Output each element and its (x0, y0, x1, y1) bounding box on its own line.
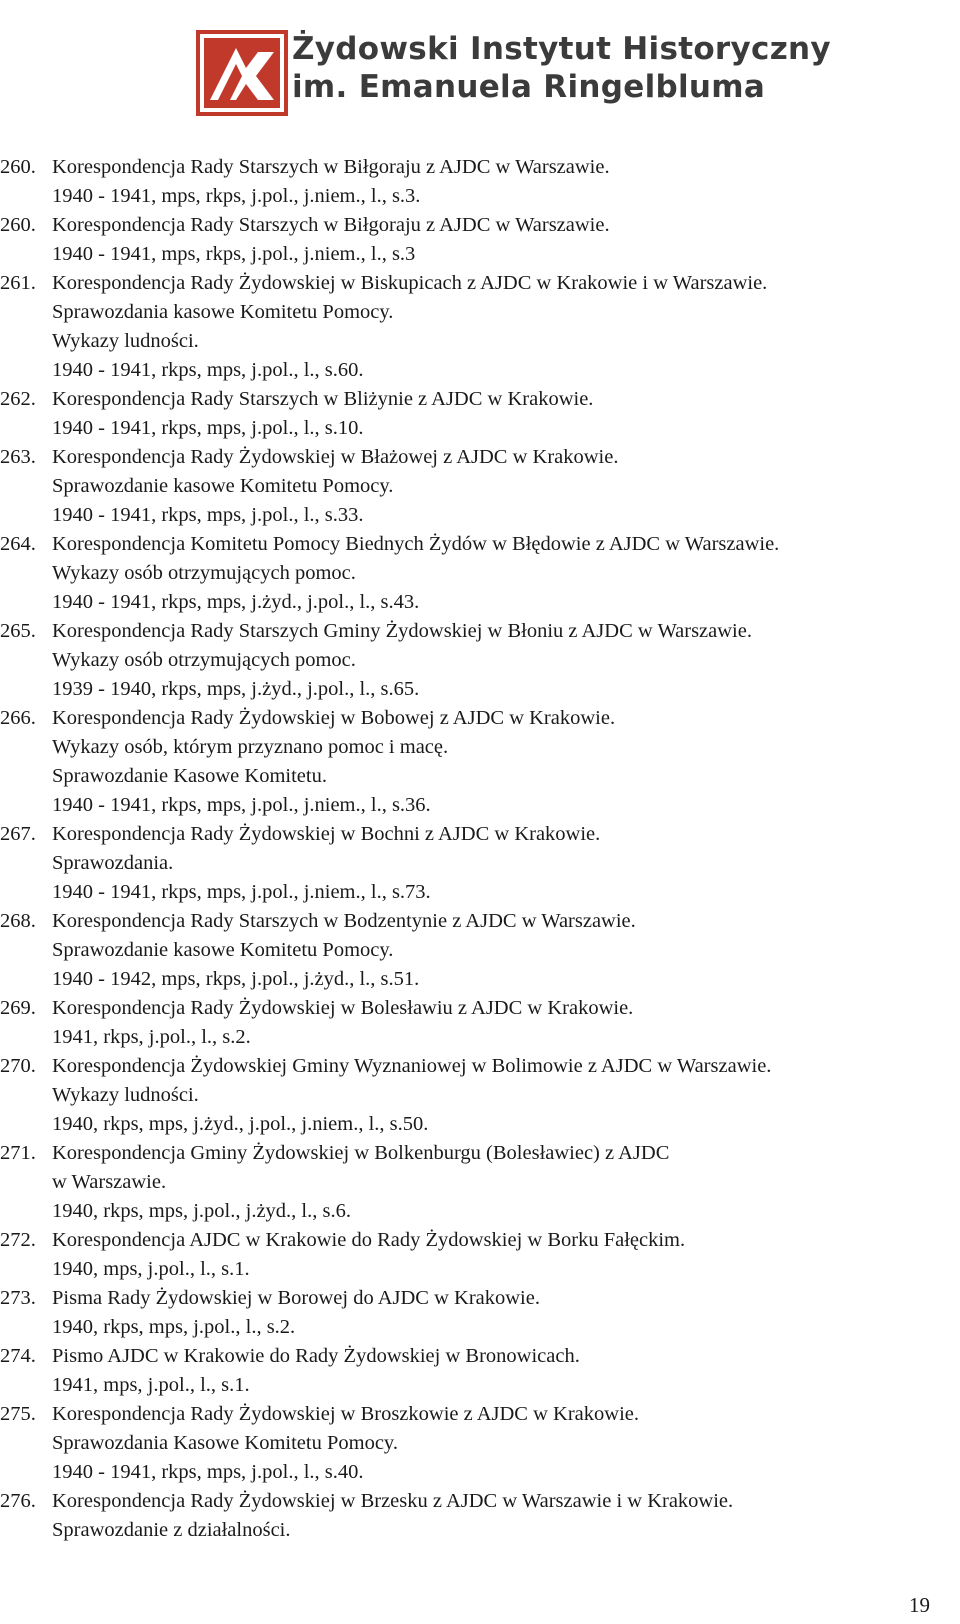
page-number: 19 (909, 1593, 930, 1617)
entry-number: 275. (0, 1403, 36, 1425)
entry-detail-line: 1940, mps, j.pol., l., s.1. (52, 1258, 250, 1280)
entry-number: 265. (0, 620, 36, 642)
entry-detail-line: 1940 - 1941, rkps, mps, j.pol., l., s.60. (52, 359, 364, 381)
catalog-entry (0, 269, 950, 385)
entry-title: Korespondencja Rady Żydowskiej w Broszkowie z AJDC w Krakowie. (52, 1403, 639, 1425)
entry-detail-line: Sprawozdania. (52, 852, 174, 874)
catalog-entry (0, 385, 950, 443)
entry-number: 273. (0, 1287, 36, 1309)
page-header (196, 30, 831, 120)
institute-logo-icon (196, 30, 288, 116)
entry-number: 261. (0, 272, 36, 294)
institute-name-line2: im. Emanuela Ringelbluma (292, 69, 766, 105)
entry-detail-line: Wykazy osób otrzymujących pomoc. (52, 562, 356, 584)
catalog-entry (0, 530, 950, 617)
entry-number: 267. (0, 823, 36, 845)
catalog-entry (0, 994, 950, 1052)
entry-number: 268. (0, 910, 36, 932)
entry-title: Korespondencja Rady Starszych w Biłgoraju z AJDC w Warszawie. (52, 214, 610, 236)
institute-name (292, 30, 831, 106)
catalog-entry (0, 1052, 950, 1139)
entry-number: 269. (0, 997, 36, 1019)
entry-title: Korespondencja AJDC w Krakowie do Rady Żydowskiej w Borku Fałęckim. (52, 1229, 686, 1251)
entry-title: Korespondencja Żydowskiej Gminy Wyznaniowej w Bolimowie z AJDC w Warszawie. (52, 1055, 772, 1077)
catalog-entry (0, 907, 950, 994)
entry-detail-line: Sprawozdanie Kasowe Komitetu. (52, 765, 327, 787)
catalog-entry (0, 1226, 950, 1284)
entry-detail-line: 1940 - 1941, rkps, mps, j.żyd., j.pol., l., s.43. (52, 591, 420, 613)
catalog-entry (0, 1139, 950, 1226)
entry-detail-line: Sprawozdania kasowe Komitetu Pomocy. (52, 301, 394, 323)
entry-detail-line: Wykazy ludności. (52, 330, 199, 352)
entry-title: Korespondencja Gminy Żydowskiej w Bolkenburgu (Bolesławiec) z AJDC (52, 1142, 670, 1164)
entry-number: 262. (0, 388, 36, 410)
entry-detail-line: w Warszawie. (52, 1171, 167, 1193)
entry-title: Korespondencja Rady Żydowskiej w Bobowej z AJDC w Krakowie. (52, 707, 616, 729)
entry-number: 270. (0, 1055, 36, 1077)
entry-title: Korespondencja Rady Żydowskiej w Błażowej z AJDC w Krakowie. (52, 446, 619, 468)
catalog-entry (0, 1487, 950, 1545)
entry-title: Korespondencja Rady Żydowskiej w Bolesławiu z AJDC w Krakowie. (52, 997, 634, 1019)
entry-title: Korespondencja Rady Starszych w Bliżynie z AJDC w Krakowie. (52, 388, 594, 410)
entry-number: 266. (0, 707, 36, 729)
entry-detail-line: 1941, mps, j.pol., l., s.1. (52, 1374, 250, 1396)
catalog-entry (0, 443, 950, 530)
catalog-entry (0, 617, 950, 704)
institute-name-line1: Żydowski Instytut Historyczny (292, 31, 831, 67)
entry-number: 260. (0, 156, 36, 178)
entry-detail-line: Wykazy osób, którym przyznano pomoc i macę. (52, 736, 449, 758)
entry-title: Korespondencja Rady Żydowskiej w Brzesku z AJDC w Warszawie i w Krakowie. (52, 1490, 734, 1512)
entry-number: 272. (0, 1229, 36, 1251)
entry-number: 263. (0, 446, 36, 468)
entry-detail-line: 1940, rkps, mps, j.pol., j.żyd., l., s.6. (52, 1200, 351, 1222)
entry-detail-line: Sprawozdania Kasowe Komitetu Pomocy. (52, 1432, 398, 1454)
entry-detail-line: Wykazy osób otrzymujących pomoc. (52, 649, 356, 671)
entry-number: 274. (0, 1345, 36, 1367)
entry-detail-line: 1940 - 1941, rkps, mps, j.pol., l., s.10. (52, 417, 364, 439)
catalog-entry (0, 1342, 950, 1400)
entry-number: 271. (0, 1142, 36, 1164)
catalog-entry (0, 820, 950, 907)
entry-title: Korespondencja Rady Żydowskiej w Bochni z AJDC w Krakowie. (52, 823, 601, 845)
catalog-entry (0, 1400, 950, 1487)
entry-detail-line: 1940 - 1941, rkps, mps, j.pol., j.niem., l., s.73. (52, 881, 431, 903)
entry-title: Korespondencja Rady Starszych w Biłgoraju z AJDC w Warszawie. (52, 156, 610, 178)
entry-detail-line: 1940 - 1941, rkps, mps, j.pol., j.niem., l., s.36. (52, 794, 431, 816)
entry-title: Korespondencja Rady Starszych w Bodzentynie z AJDC w Warszawie. (52, 910, 636, 932)
entry-detail-line: Sprawozdanie kasowe Komitetu Pomocy. (52, 475, 394, 497)
entry-detail-line: 1941, rkps, j.pol., l., s.2. (52, 1026, 251, 1048)
entry-number: 264. (0, 533, 36, 555)
entry-detail-line: 1940 - 1941, mps, rkps, j.pol., j.niem., l., s.3 (52, 243, 416, 265)
catalog-entry (0, 153, 950, 211)
entry-title: Pisma Rady Żydowskiej w Borowej do AJDC w Krakowie. (52, 1287, 540, 1309)
entry-detail-line: Sprawozdanie z działalności. (52, 1519, 291, 1541)
entry-detail-line: 1939 - 1940, rkps, mps, j.żyd., j.pol., l., s.65. (52, 678, 420, 700)
entry-number: 260. (0, 214, 36, 236)
entry-detail-line: Sprawozdanie kasowe Komitetu Pomocy. (52, 939, 394, 961)
catalog-entries-list (0, 153, 950, 1545)
entry-title: Korespondencja Rady Starszych Gminy Żydowskiej w Błoniu z AJDC w Warszawie. (52, 620, 752, 642)
catalog-entry (0, 704, 950, 820)
entry-title: Pismo AJDC w Krakowie do Rady Żydowskiej w Bronowicach. (52, 1345, 580, 1367)
catalog-entry (0, 1284, 950, 1342)
entry-title: Korespondencja Rady Żydowskiej w Biskupicach z AJDC w Krakowie i w Warszawie. (52, 272, 768, 294)
entry-detail-line: 1940, rkps, mps, j.pol., l., s.2. (52, 1316, 296, 1338)
entry-detail-line: Wykazy ludności. (52, 1084, 199, 1106)
entry-title: Korespondencja Komitetu Pomocy Biednych Żydów w Błędowie z AJDC w Warszawie. (52, 533, 780, 555)
entry-detail-line: 1940 - 1941, rkps, mps, j.pol., l., s.33. (52, 504, 364, 526)
catalog-entry (0, 211, 950, 269)
entry-detail-line: 1940 - 1941, rkps, mps, j.pol., l., s.40. (52, 1461, 364, 1483)
entry-detail-line: 1940, rkps, mps, j.żyd., j.pol., j.niem., l., s.50. (52, 1113, 429, 1135)
entry-detail-line: 1940 - 1942, mps, rkps, j.pol., j.żyd., l., s.51. (52, 968, 420, 990)
entry-detail-line: 1940 - 1941, mps, rkps, j.pol., j.niem., l., s.3. (52, 185, 421, 207)
entry-number: 276. (0, 1490, 36, 1512)
